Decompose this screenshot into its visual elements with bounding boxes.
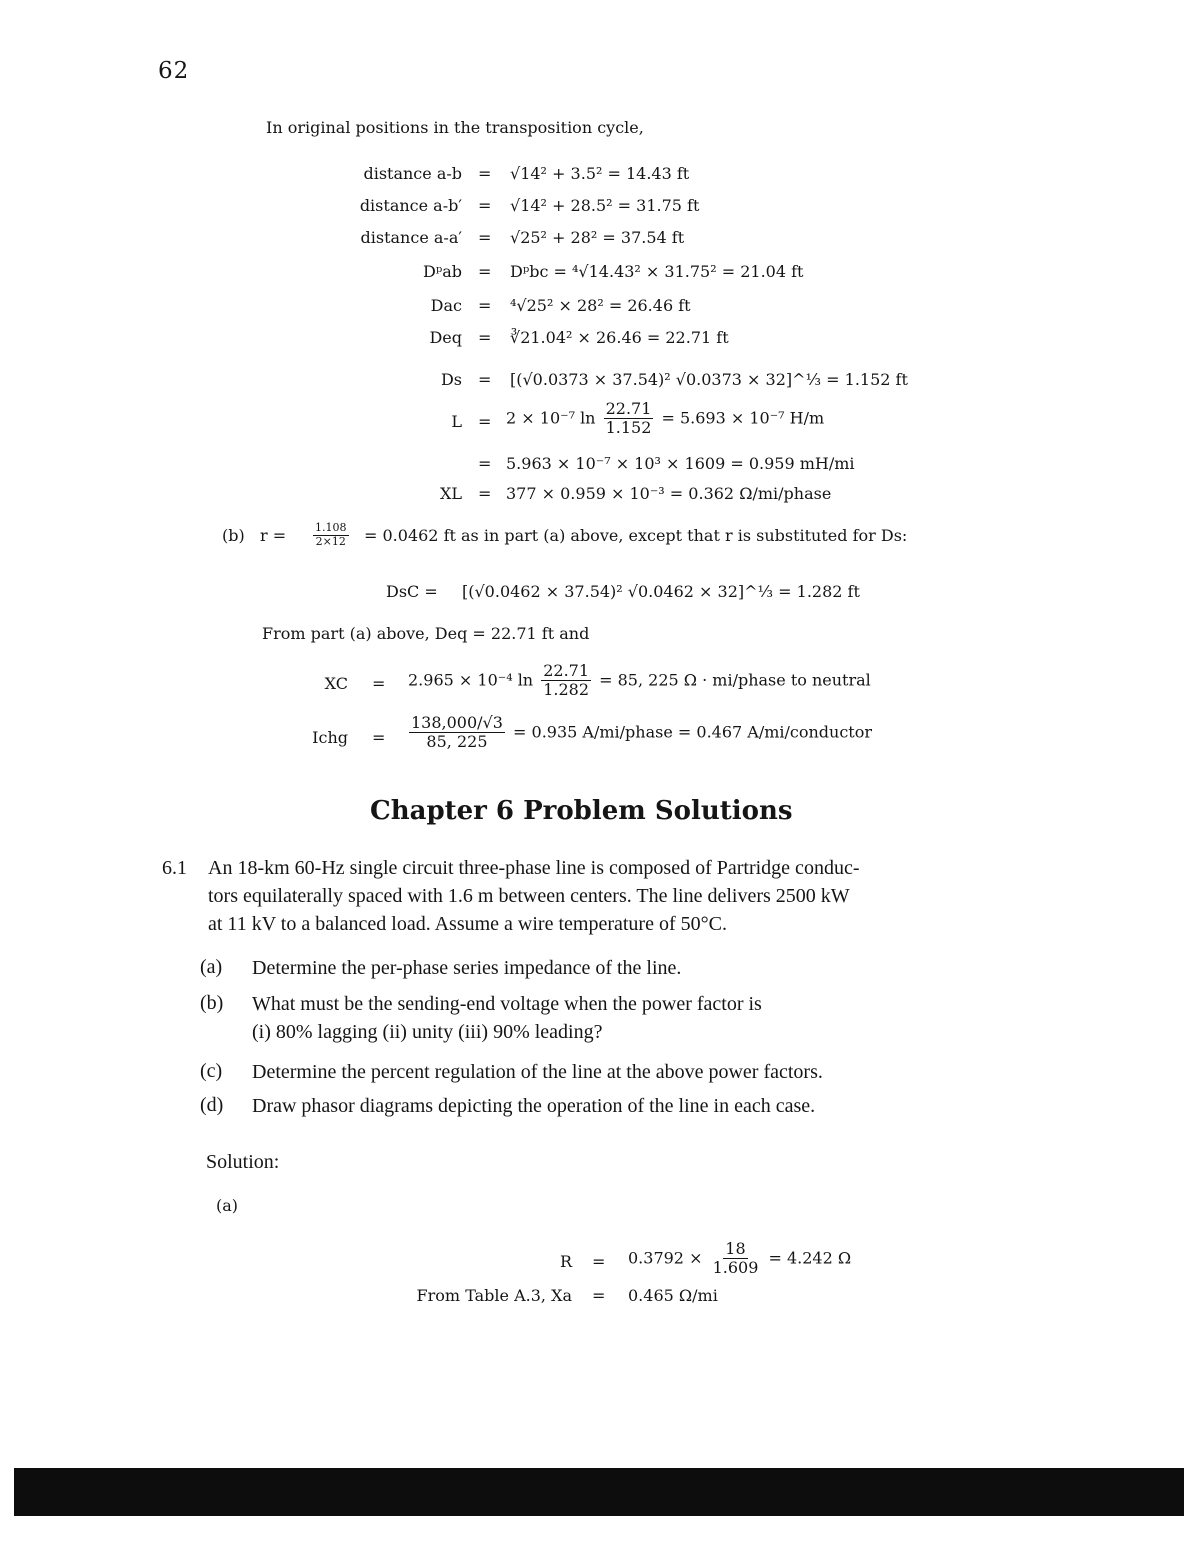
scan-edge-bar bbox=[14, 1468, 1184, 1516]
equation-lhs: distance a-a′ bbox=[360, 228, 462, 247]
equation-rhs: 377 × 0.959 × 10⁻³ = 0.362 Ω/mi/phase bbox=[506, 484, 832, 503]
problem-item-text: Determine the percent regulation of the line at the above power factors. bbox=[252, 1061, 823, 1083]
equals-sign: = bbox=[478, 296, 492, 315]
problem-text-line: An 18-km 60-Hz single circuit three-phase line is composed of Partridge conduc- bbox=[208, 857, 860, 879]
equation-rhs bbox=[408, 662, 871, 700]
equation-row bbox=[0, 328, 1200, 352]
problem-item-label: (b) bbox=[200, 992, 224, 1014]
fraction-denominator: 1.152 bbox=[605, 418, 652, 438]
fraction-numerator: 22.71 bbox=[605, 399, 652, 418]
solution-part-label: (a) bbox=[216, 1196, 239, 1215]
r-lhs: r = bbox=[260, 526, 287, 545]
equation-rhs bbox=[506, 400, 824, 438]
equation-row bbox=[0, 370, 1200, 394]
problem-item-label: (c) bbox=[200, 1060, 223, 1082]
equation-rhs-suffix: = 0.935 A/mi/phase = 0.467 A/mi/conductor bbox=[513, 722, 873, 742]
equation-lhs: Dac bbox=[430, 296, 462, 315]
problem-item-text: (i) 80% lagging (ii) unity (iii) 90% leading? bbox=[252, 1021, 603, 1043]
equation-rhs: √14² + 3.5² = 14.43 ft bbox=[510, 164, 690, 183]
problem-item-text: Determine the per-phase series impedance of the line. bbox=[252, 957, 682, 979]
equation-lhs: Ichg bbox=[312, 728, 348, 747]
equation-row bbox=[0, 454, 1200, 478]
problem-text-line: tors equilaterally spaced with 1.6 m between centers. The line delivers 2500 kW bbox=[208, 885, 850, 907]
equation-lhs: XC bbox=[324, 674, 348, 693]
equals-sign: = bbox=[372, 674, 386, 693]
equation-rhs-suffix: = 85, 225 Ω · mi/phase to neutral bbox=[599, 670, 871, 690]
fraction-numerator: 18 bbox=[725, 1239, 746, 1258]
equation-rhs: ⁴√25² × 28² = 26.46 ft bbox=[510, 296, 691, 315]
equation-rhs: ∛21.04² × 26.46 = 22.71 ft bbox=[510, 328, 729, 347]
equation-row bbox=[0, 196, 1200, 220]
equation-rhs bbox=[406, 714, 872, 752]
fraction bbox=[541, 662, 591, 700]
fraction bbox=[409, 714, 505, 752]
problem-item-label: (d) bbox=[200, 1094, 224, 1116]
fraction-denominator: 1.282 bbox=[543, 680, 590, 700]
equation-rhs-suffix: = 4.242 Ω bbox=[768, 1248, 852, 1268]
equation-rhs: [(√0.0462 × 37.54)² √0.0462 × 32]^⅓ = 1.282 ft bbox=[462, 582, 860, 601]
intro-text: In original positions in the transposition cycle, bbox=[266, 118, 644, 137]
part-label: (b) bbox=[222, 526, 245, 545]
equals-sign: = bbox=[478, 412, 492, 431]
equation-lhs: distance a-b′ bbox=[359, 196, 462, 215]
page-number: 62 bbox=[158, 58, 190, 84]
equation-rhs: 0.465 Ω/mi bbox=[628, 1286, 718, 1305]
dsc-equation bbox=[386, 580, 906, 608]
equals-sign: = bbox=[592, 1286, 606, 1305]
fraction-numerator: 138,000/√3 bbox=[411, 713, 503, 732]
equation-rhs bbox=[628, 1240, 851, 1278]
equation-lhs: Dᵖab bbox=[422, 262, 462, 281]
equation-rhs: Dᵖbc = ⁴√14.43² × 31.75² = 21.04 ft bbox=[510, 262, 804, 281]
equals-sign: = bbox=[478, 328, 492, 347]
equals-sign: = bbox=[372, 728, 386, 747]
equation-lhs: XL bbox=[439, 484, 462, 503]
equation-lhs: L bbox=[451, 412, 462, 431]
fraction-denominator: 85, 225 bbox=[426, 732, 488, 752]
equals-sign: = bbox=[592, 1252, 606, 1271]
problem-item-label: (a) bbox=[200, 956, 223, 978]
chapter-title: Chapter 6 Problem Solutions bbox=[370, 796, 793, 826]
equation-rhs: √14² + 28.5² = 31.75 ft bbox=[510, 196, 700, 215]
equation-row bbox=[0, 484, 1200, 508]
problem-text-line: at 11 kV to a balanced load. Assume a wire temperature of 50°C. bbox=[208, 913, 727, 935]
equals-sign: = bbox=[478, 454, 492, 473]
fraction bbox=[711, 1240, 761, 1278]
equation-rhs: [(√0.0373 × 37.54)² √0.0373 × 32]^⅓ = 1.152 ft bbox=[510, 370, 908, 389]
solution-xa-equation bbox=[0, 1286, 1200, 1310]
fraction bbox=[604, 400, 654, 438]
equation-rhs-prefix: 2.965 × 10⁻⁴ ln bbox=[408, 670, 534, 690]
equals-sign: = bbox=[478, 262, 492, 281]
xc-equation bbox=[0, 662, 1200, 710]
fraction-numerator: 1.108 bbox=[315, 521, 347, 534]
equation-rhs-prefix: 0.3792 × bbox=[628, 1248, 703, 1268]
solution-label: Solution: bbox=[206, 1151, 280, 1173]
equals-sign: = bbox=[478, 370, 492, 389]
equation-rhs-suffix: = 5.693 × 10⁻⁷ H/m bbox=[661, 408, 825, 428]
equation-row bbox=[0, 296, 1200, 320]
fraction-denominator: 1.609 bbox=[712, 1258, 759, 1278]
equation-lhs: From Table A.3, Xa bbox=[416, 1286, 572, 1305]
equation-lhs: Ds bbox=[440, 370, 462, 389]
problem-item-text: Draw phasor diagrams depicting the operation of the line in each case. bbox=[252, 1095, 816, 1117]
r-rhs: = 0.0462 ft as in part (a) above, except that r is substituted for Ds: bbox=[364, 526, 908, 545]
from-part-text: From part (a) above, Deq = 22.71 ft and bbox=[262, 624, 590, 643]
solution-r-equation bbox=[0, 1240, 1200, 1288]
problem-number: 6.1 bbox=[162, 857, 187, 879]
part-b-r-line bbox=[222, 522, 1002, 552]
equation-rhs-prefix: 2 × 10⁻⁷ ln bbox=[506, 408, 596, 428]
equation-row bbox=[0, 262, 1200, 286]
equals-sign: = bbox=[478, 164, 492, 183]
equation-row bbox=[0, 164, 1200, 188]
equals-sign: = bbox=[478, 196, 492, 215]
fraction-numerator: 22.71 bbox=[543, 661, 590, 680]
ichg-equation bbox=[0, 714, 1200, 764]
equation-rhs: √25² + 28² = 37.54 ft bbox=[510, 228, 685, 247]
equation-row bbox=[0, 228, 1200, 252]
fraction bbox=[313, 522, 349, 548]
problem-item-text: What must be the sending-end voltage when the power factor is bbox=[252, 993, 762, 1015]
equation-lhs: R bbox=[559, 1252, 572, 1271]
fraction-denominator: 2×12 bbox=[315, 534, 346, 548]
equals-sign: = bbox=[478, 228, 492, 247]
equation-lhs: distance a-b bbox=[363, 164, 462, 183]
equation-lhs: Deq bbox=[429, 328, 462, 347]
equals-sign: = bbox=[478, 484, 492, 503]
equation-rhs: 5.963 × 10⁻⁷ × 10³ × 1609 = 0.959 mH/mi bbox=[506, 454, 855, 473]
equation-row bbox=[0, 400, 1200, 448]
equation-lhs: DsC = bbox=[386, 582, 438, 601]
